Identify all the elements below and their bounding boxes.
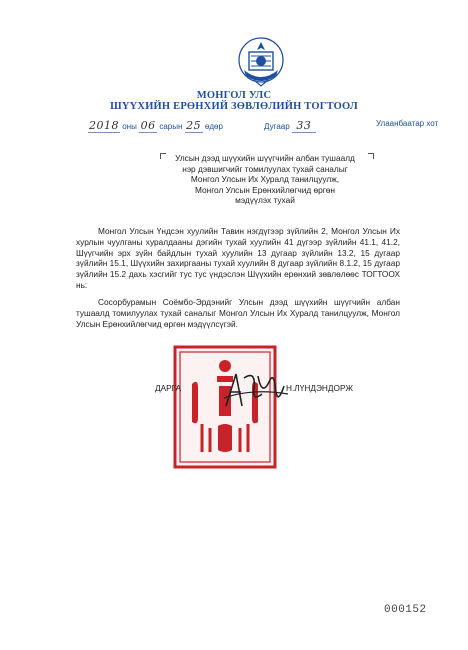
subject-line: мэдүүлэх тухай bbox=[235, 195, 295, 205]
date-month: 06 bbox=[140, 119, 156, 132]
signatory-role: ДАРГА bbox=[155, 383, 182, 393]
document-serial-number: 000152 bbox=[384, 604, 427, 616]
resolution-number bbox=[264, 119, 316, 133]
date-day-suffix: өдөр bbox=[204, 122, 223, 131]
date-year-suffix: оны bbox=[122, 122, 137, 131]
legal-basis-paragraph: Монгол Улсын Үндсэн хуулийн Тавин нэгдүгээр зүйлийн 2, Монгол Улсын Их хурлын чуулганы хуралдааны дэгийн тухай хуулийн 41 дүгээр зүйлийн 41.1, 41.2, Шүүгчийн эрх зүйн байдлын тухай хуулийн 13 дугаар зүйлийн 13.2, 15 дугаар зүйлийн 15.1, Шүүхийн захиргааны тухай хуулийн 8 дугаар зүйлийн 8.1.2, 15 дугаар зүйлийн 15.2 дахь хэсгийг тус тус үндэслэн Шүүхийн ерөнхий зөвлөлөөс ТОГТООХ нь: bbox=[76, 226, 400, 290]
date-year: 2018 bbox=[89, 119, 119, 132]
subject-line: нэр дэвшигчийг томилуулах тухай саналыг bbox=[182, 163, 348, 174]
decision-paragraph: Сосорбурамын Соёмбо-Эрдэнийг Улсын дээд шүүхийн шүүгчийн албан тушаалд томилуулах тухай саналыг Монгол Улсын Их Хуралд танилцуулж, Монгол Улсын Ерөнхийлөгчид өргөн мэдүүлсүгэй. bbox=[76, 297, 400, 329]
subject-line: Улсын дээд шүүхийн шүүгчийн албан тушаалд bbox=[175, 153, 355, 163]
number-value: 33 bbox=[292, 119, 316, 133]
city-name: Улаанбаатар хот bbox=[376, 119, 439, 128]
subject-line: Монгол Улсын Ерөнхийлөгчид өргөн bbox=[195, 184, 335, 195]
handwritten-signature-icon bbox=[222, 368, 290, 414]
date-day: 25 bbox=[186, 119, 202, 132]
number-label: Дугаар bbox=[264, 122, 290, 131]
mongolia-state-emblem-icon bbox=[236, 36, 286, 88]
country-name: МОНГОЛ УЛС bbox=[196, 90, 272, 101]
signatory-name: Н.ЛҮНДЭНДОРЖ bbox=[286, 383, 354, 393]
organization-resolution-title: ШҮҮХИЙН ЕРӨНХИЙ ЗӨВЛӨЛИЙН ТОГТООЛ bbox=[110, 101, 358, 112]
date-line bbox=[88, 119, 223, 133]
subject-line: Монгол Улсын Их Хуралд танилцуулж, bbox=[190, 174, 340, 184]
date-month-suffix: сарын bbox=[159, 122, 183, 131]
resolution-subject bbox=[160, 153, 370, 206]
